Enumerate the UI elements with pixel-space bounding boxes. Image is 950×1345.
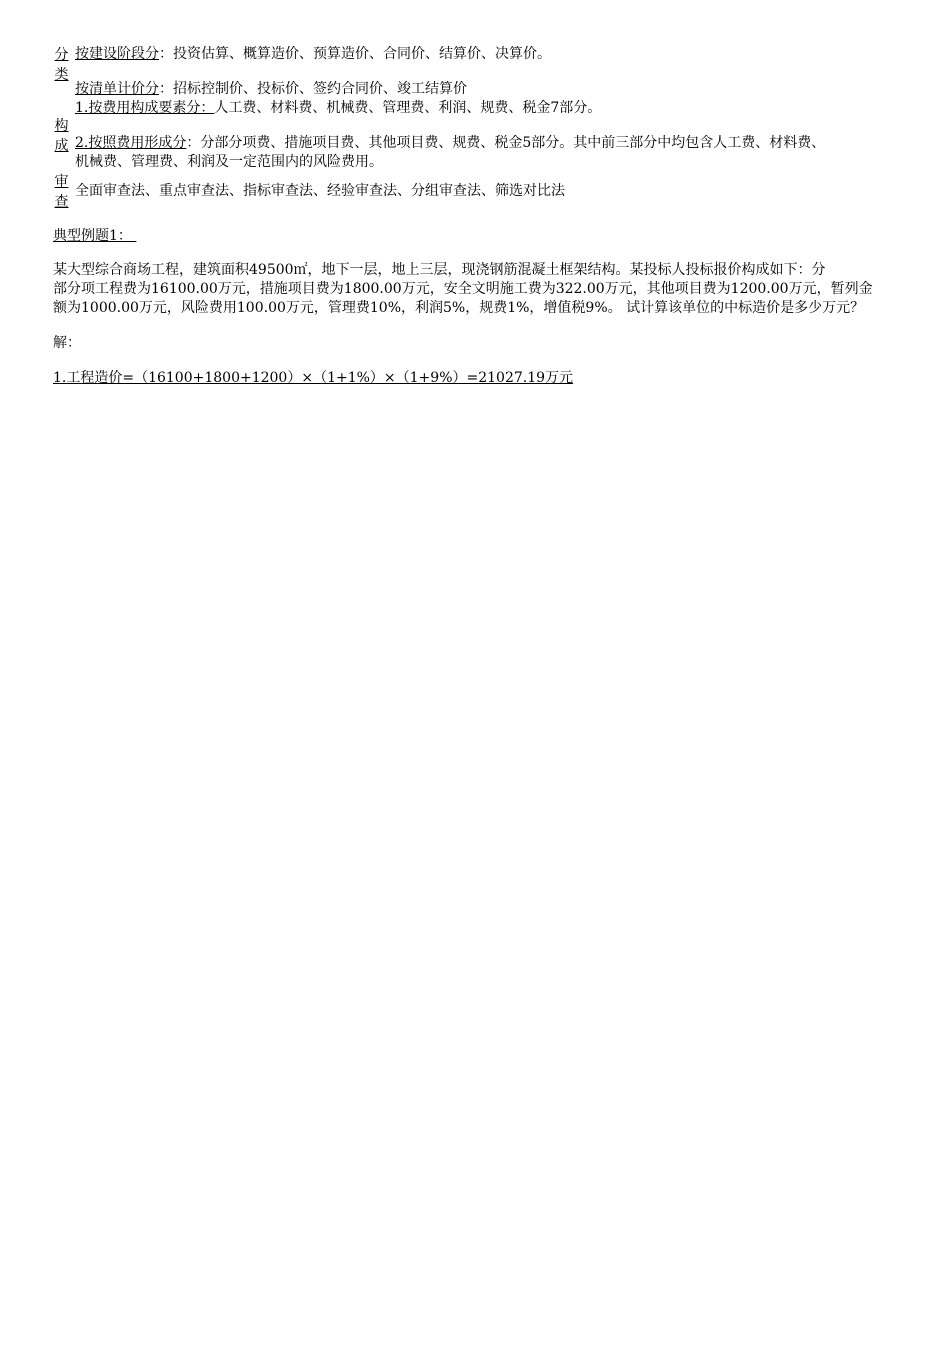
composition-row-formation-body-2: 机械费、管理费、利润及一定范围内的风险费用。 xyxy=(75,154,383,170)
composition-row-elements-head: 1.按费用构成要素分： xyxy=(75,100,215,116)
composition-row-elements xyxy=(75,99,601,117)
example-question-line-2: 部分项工程费为16100.00万元，措施项目费为1800.00万元，安全文明施工费为322.00万元，其他项目费为1200.00万元，暂列金 xyxy=(53,281,873,297)
example-title-text: 典型例题1： xyxy=(53,228,132,244)
classify-row-bill-body: ：招标控制价、投标价、签约合同价、竣工结算价 xyxy=(159,81,467,97)
example-question-line-1: 某大型综合商场工程，建筑面积49500㎡，地下一层，地上三层，现浇钢筋混凝土框架结构。某投标人投标报价构成如下：分 xyxy=(53,262,826,278)
classify-side-char-2: 类 xyxy=(54,67,69,83)
review-row xyxy=(75,182,565,200)
answer-formula-text: 1.工程造价=（16100+1800+1200）×（1+1%）×（1+9%）=21027.19万元 xyxy=(53,370,574,386)
composition-row-formation-head: 2.按照费用形成分 xyxy=(75,135,187,151)
classify-row-stage-head: 按建设阶段分 xyxy=(75,46,159,62)
composition-row-formation-body-1: ：分部分项费、措施项目费、其他项目费、规费、税金5部分。其中前三部分中均包含人工费、材料费、 xyxy=(186,135,826,151)
classify-side-char-1: 分 xyxy=(54,47,69,63)
review-side-char-2: 查 xyxy=(54,194,69,210)
review-side-char-1: 审 xyxy=(54,174,69,190)
composition-side-char-1: 构 xyxy=(54,118,69,134)
composition-side-char-2: 成 xyxy=(54,138,69,154)
classify-row-bill xyxy=(75,80,467,98)
classify-row-bill-head: 按清单计价分 xyxy=(75,81,159,97)
composition-row-elements-body: 人工费、材料费、机械费、管理费、利润、规费、税金7部分。 xyxy=(214,100,602,116)
composition-row-formation xyxy=(75,134,825,152)
classify-side-label xyxy=(53,45,70,85)
composition-side-label xyxy=(53,116,70,156)
example-title xyxy=(53,227,136,245)
answer-label: 解： xyxy=(53,335,81,351)
review-side-label xyxy=(53,172,70,212)
answer-formula xyxy=(53,369,573,387)
classify-row-stage-body: ：投资估算、概算造价、预算造价、合同价、结算价、决算价。 xyxy=(159,46,551,62)
classify-row-stage xyxy=(75,45,551,63)
review-row-body: 全面审查法、重点审查法、指标审查法、经验审查法、分组审查法、筛选对比法 xyxy=(75,183,565,199)
composition-row-formation-cont xyxy=(75,153,383,171)
example-question-line-3: 额为1000.00万元，风险费用100.00万元，管理费10%，利润5%，规费1%，增值税9%。 试计算该单位的中标造价是多少万元？ xyxy=(53,300,865,316)
